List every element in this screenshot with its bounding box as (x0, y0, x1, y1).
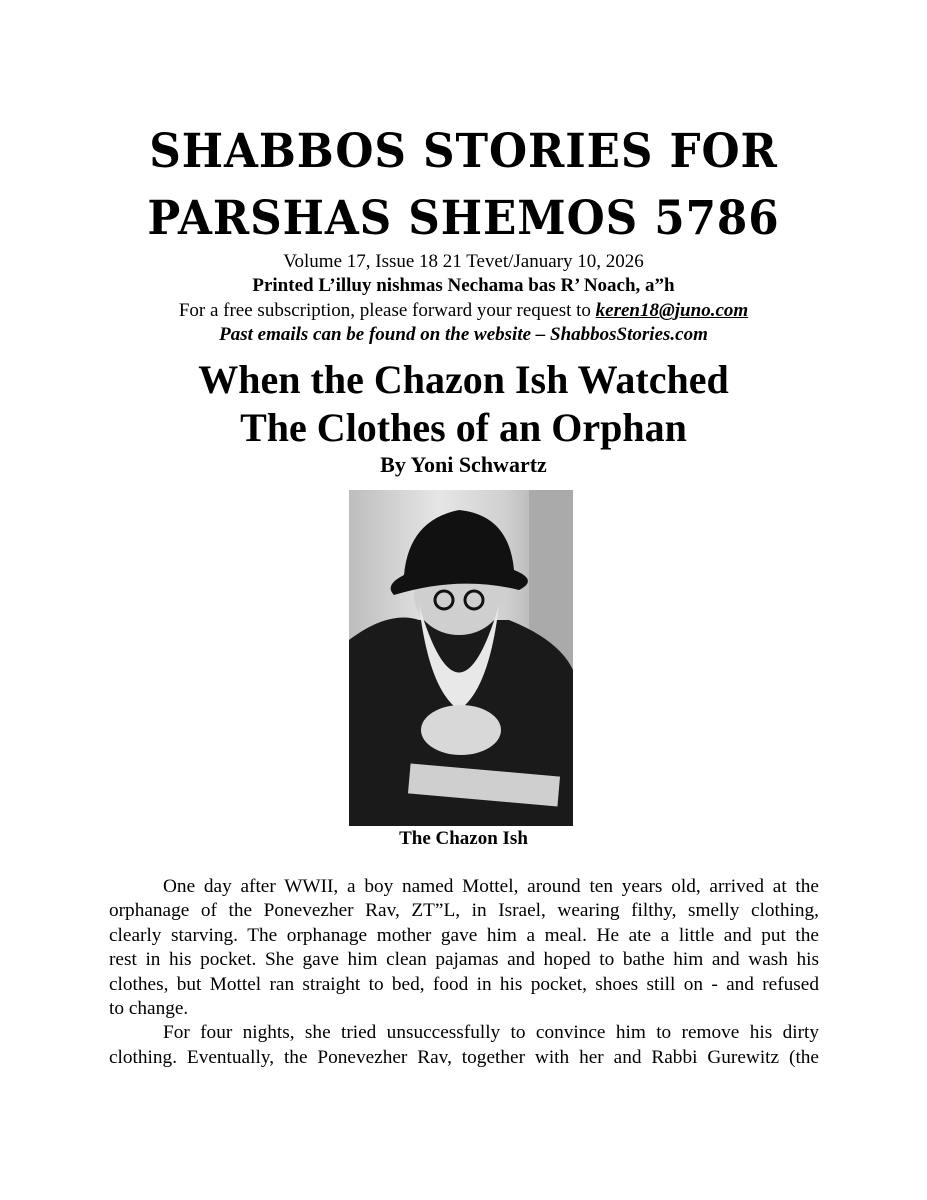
text-line: to change. (109, 997, 189, 1019)
paragraph-2 (109, 1021, 819, 1070)
article-body (109, 875, 819, 1070)
newsletter-title-line1: SHABBOS STORIES FOR (149, 124, 778, 179)
subscription-line (0, 299, 927, 323)
headline-line1: When the Chazon Ish Watched (198, 357, 729, 402)
text-line: orphanage of the Ponevezher Rav, ZT”L, in Israel, wearing filthy, smelly clothing, (109, 900, 819, 922)
chazon-ish-photo (349, 490, 573, 826)
text-line: clothing. Eventually, the Ponevezher Rav, together with her and Rabbi Gurewitz (the (109, 1046, 819, 1068)
text-line: For four nights, she tried unsuccessfully to convince him to remove his dirty (163, 1022, 819, 1044)
issue-line: Volume 17, Issue 18 21 Tevet/January 10, 2026 (283, 251, 644, 272)
archive-line: Past emails can be found on the website – ShabbosStories.com (219, 324, 708, 345)
paragraph-1 (109, 875, 819, 1021)
text-line: clothes, but Mottel ran straight to bed, food in his pocket, shoes still on - and refused (109, 973, 819, 995)
subscription-text: For a free subscription, please forward your request to (178, 300, 596, 321)
byline: By Yoni Schwartz (380, 452, 547, 477)
text-line: rest in his pocket. She gave him clean pajamas and hoped to bathe him and wash his (109, 949, 819, 971)
dedication-line: Printed L’illuy nishmas Nechama bas R’ Noach, a”h (252, 275, 675, 296)
text-line: One day after WWII, a boy named Mottel, around ten years old, arrived at the (163, 876, 819, 897)
headline-line2: The Clothes of an Orphan (240, 405, 687, 450)
subscription-email-link[interactable]: keren18@juno.com (595, 300, 749, 321)
text-line: clearly starving. The orphanage mother gave him a meal. He ate a little and put the (109, 924, 819, 946)
newsletter-title-line2: PARSHAS SHEMOS 5786 (147, 191, 780, 246)
photo-caption: The Chazon Ish (399, 828, 528, 849)
